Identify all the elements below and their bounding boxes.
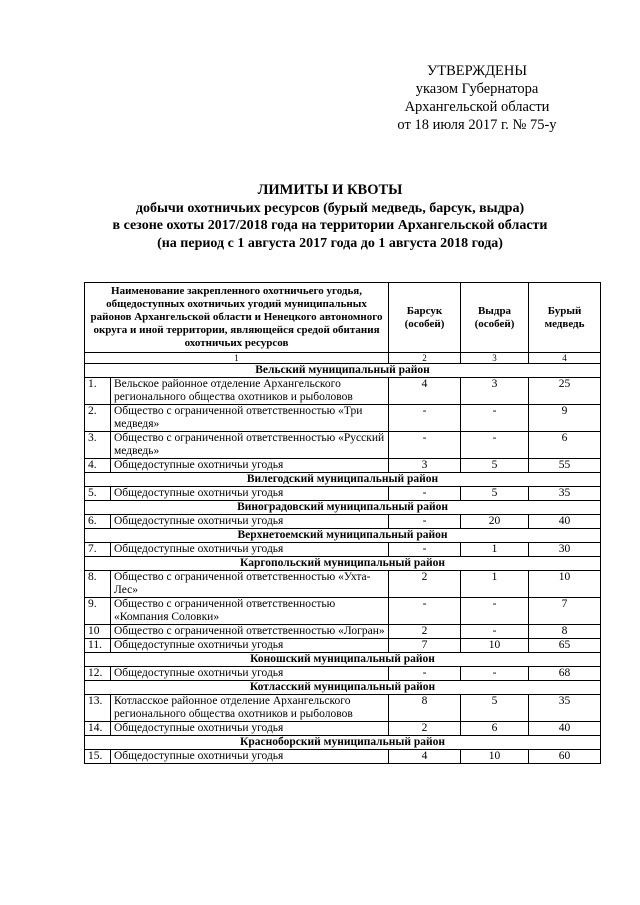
bear-value: 35 <box>529 695 601 722</box>
row-name: Вельское районное отделение Архангельского регионального общества охотников и рыболовов <box>111 378 389 405</box>
table-row <box>85 515 601 529</box>
otter-value: 5 <box>461 695 529 722</box>
row-name: Котласское районное отделение Архангельского регионального общества охотников и рыболовов <box>111 695 389 722</box>
row-name: Общедоступные охотничьи угодья <box>111 667 389 681</box>
colnum-4: 4 <box>529 353 601 364</box>
district-name: Верхнетоемский муниципальный район <box>85 529 601 543</box>
bear-value: 65 <box>529 639 601 653</box>
row-name: Общедоступные охотничьи угодья <box>111 515 389 529</box>
bear-value: 8 <box>529 625 601 639</box>
bear-value: 10 <box>529 571 601 598</box>
district-name: Каргопольский муниципальный район <box>85 557 601 571</box>
table-row <box>85 571 601 598</box>
district-row <box>85 681 601 695</box>
district-name: Вилегодский муниципальный район <box>85 473 601 487</box>
table-row <box>85 598 601 625</box>
badger-value: - <box>389 405 461 432</box>
bear-value: 68 <box>529 667 601 681</box>
row-number: 4. <box>85 459 111 473</box>
row-name: Общедоступные охотничьи угодья <box>111 722 389 736</box>
title-period: (на период с 1 августа 2017 года до 1 августа 2018 года) <box>157 235 503 251</box>
district-row <box>85 529 601 543</box>
colnum-1: 1 <box>85 353 389 364</box>
limits-table <box>84 282 601 764</box>
row-number: 3. <box>85 432 111 459</box>
badger-value: 7 <box>389 639 461 653</box>
otter-value: 1 <box>461 571 529 598</box>
otter-value: 6 <box>461 722 529 736</box>
otter-value: 3 <box>461 378 529 405</box>
bear-value: 40 <box>529 722 601 736</box>
approval-stamp <box>372 62 582 134</box>
badger-value: - <box>389 515 461 529</box>
table-row <box>85 625 601 639</box>
otter-value: - <box>461 432 529 459</box>
bear-value: 6 <box>529 432 601 459</box>
bear-value: 40 <box>529 515 601 529</box>
row-number: 6. <box>85 515 111 529</box>
bear-value: 9 <box>529 405 601 432</box>
row-number: 12. <box>85 667 111 681</box>
badger-value: 4 <box>389 378 461 405</box>
badger-value: - <box>389 543 461 557</box>
badger-value: 2 <box>389 625 461 639</box>
row-number: 14. <box>85 722 111 736</box>
table-row <box>85 459 601 473</box>
row-name: Общедоступные охотничьи угодья <box>111 543 389 557</box>
district-row <box>85 473 601 487</box>
row-name: Общество с ограниченной ответственностью «Русский медведь» <box>111 432 389 459</box>
district-name: Коношский муниципальный район <box>85 653 601 667</box>
otter-value: - <box>461 667 529 681</box>
badger-value: 2 <box>389 571 461 598</box>
table-body <box>85 364 601 764</box>
district-row <box>85 557 601 571</box>
colnum-3: 3 <box>461 353 529 364</box>
title-season: в сезоне охоты 2017/2018 года на территории Архангельской области <box>112 218 548 233</box>
badger-value: - <box>389 598 461 625</box>
badger-value: 2 <box>389 722 461 736</box>
row-number: 15. <box>85 750 111 764</box>
bear-value: 35 <box>529 487 601 501</box>
table-row <box>85 750 601 764</box>
district-name: Красноборский муниципальный район <box>85 736 601 750</box>
badger-value: 3 <box>389 459 461 473</box>
approval-authority: указом Губернатора <box>415 81 539 97</box>
row-name: Общество с ограниченной ответственностью «Логран» <box>111 625 389 639</box>
otter-value: 5 <box>461 459 529 473</box>
bear-value: 60 <box>529 750 601 764</box>
colnum-2: 2 <box>389 353 461 364</box>
table-row <box>85 722 601 736</box>
district-name: Вельский муниципальный район <box>85 364 601 378</box>
row-number: 5. <box>85 487 111 501</box>
row-number: 13. <box>85 695 111 722</box>
row-number: 10 <box>85 625 111 639</box>
badger-value: - <box>389 487 461 501</box>
bear-value: 25 <box>529 378 601 405</box>
table-row <box>85 543 601 557</box>
otter-value: 10 <box>461 750 529 764</box>
row-name: Общедоступные охотничьи угодья <box>111 459 389 473</box>
row-number: 7. <box>85 543 111 557</box>
row-name: Общество с ограниченной ответственностью «Ухта-Лес» <box>111 571 389 598</box>
table-row <box>85 378 601 405</box>
header-otter: Выдра (особей) <box>461 283 529 353</box>
row-number: 9. <box>85 598 111 625</box>
otter-value: 1 <box>461 543 529 557</box>
otter-value: - <box>461 625 529 639</box>
bear-value: 55 <box>529 459 601 473</box>
row-number: 11. <box>85 639 111 653</box>
header-badger: Барсук (особей) <box>389 283 461 353</box>
otter-value: - <box>461 405 529 432</box>
document-title <box>60 182 600 252</box>
otter-value: 20 <box>461 515 529 529</box>
approval-region: Архангельской области <box>404 99 550 115</box>
district-name: Котласский муниципальный район <box>85 681 601 695</box>
row-name: Общедоступные охотничьи угодья <box>111 750 389 764</box>
row-name: Общество с ограниченной ответственностью «Три медведя» <box>111 405 389 432</box>
approval-date: от 18 июля 2017 г. № 75-у <box>397 117 557 133</box>
district-row <box>85 653 601 667</box>
table-row <box>85 695 601 722</box>
title-subtitle: добычи охотничьих ресурсов (бурый медведь, барсук, выдра) <box>135 200 525 216</box>
district-row <box>85 736 601 750</box>
table-row <box>85 639 601 653</box>
approval-title: УТВЕРЖДЕНЫ <box>426 63 528 79</box>
table-row <box>85 432 601 459</box>
header-bear: Бурый медведь <box>529 283 601 353</box>
otter-value: - <box>461 598 529 625</box>
district-name: Виноградовский муниципальный район <box>85 501 601 515</box>
bear-value: 30 <box>529 543 601 557</box>
otter-value: 5 <box>461 487 529 501</box>
badger-value: 8 <box>389 695 461 722</box>
row-name: Общедоступные охотничьи угодья <box>111 639 389 653</box>
row-name: Общество с ограниченной ответственностью «Компания Соловки» <box>111 598 389 625</box>
badger-value: - <box>389 432 461 459</box>
table-row <box>85 405 601 432</box>
bear-value: 7 <box>529 598 601 625</box>
title-main: ЛИМИТЫ И КВОТЫ <box>257 182 403 198</box>
badger-value: 4 <box>389 750 461 764</box>
district-row <box>85 501 601 515</box>
column-number-row <box>85 353 601 364</box>
row-number: 2. <box>85 405 111 432</box>
table-header-row <box>85 283 601 353</box>
row-number: 1. <box>85 378 111 405</box>
district-row <box>85 364 601 378</box>
badger-value: - <box>389 667 461 681</box>
header-name: Наименование закрепленного охотничьего угодья, общедоступных охотничьих угодий муниципальных районов Архангельской области и Ненецкого автономного округа и иной территории, являющейся средой обитания охотничьих ресурсов <box>85 283 389 353</box>
table-row <box>85 487 601 501</box>
row-name: Общедоступные охотничьи угодья <box>111 487 389 501</box>
otter-value: 10 <box>461 639 529 653</box>
table-row <box>85 667 601 681</box>
row-number: 8. <box>85 571 111 598</box>
